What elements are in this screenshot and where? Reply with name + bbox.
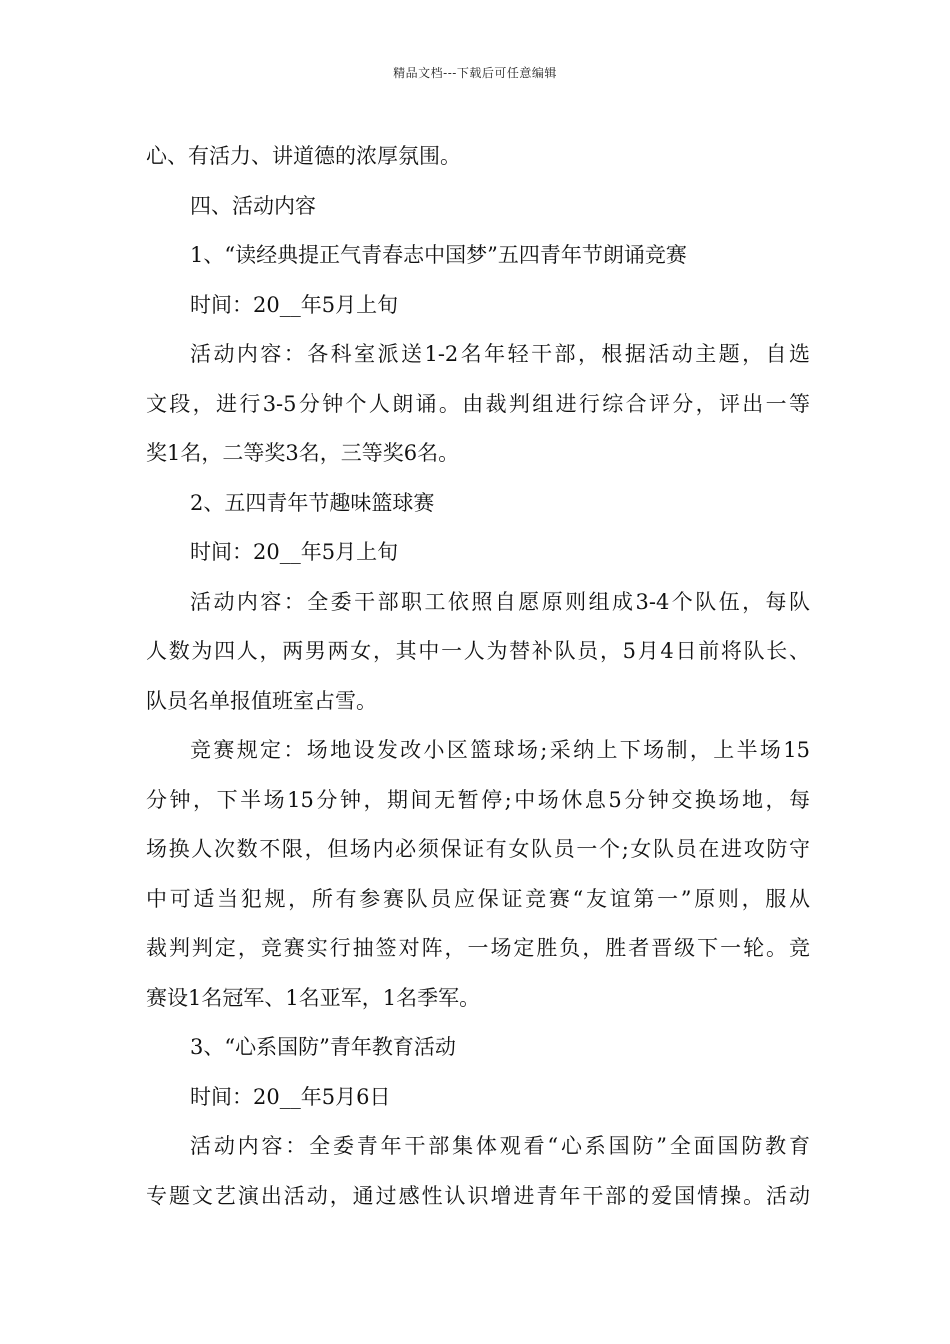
time-line: 时间：20__年5月上旬 <box>190 292 399 317</box>
paragraph-line: 活动内容：全委青年干部集体观看“心系国防”全面国防教育 <box>190 1134 810 1158</box>
time-line: 时间：20__年5月6日 <box>190 1084 391 1109</box>
paragraph-line: 奖1名，二等奖3名，三等奖6名。 <box>146 441 460 465</box>
document-body <box>146 132 810 1221</box>
paragraph-line: 队员名单报值班室占雪。 <box>146 688 377 713</box>
activity-heading: 1、“读经典提正气青春志中国梦”五四青年节朗诵竞赛 <box>190 243 687 267</box>
time-line: 时间：20__年5月上旬 <box>190 540 399 564</box>
paragraph-line: 场换人次数不限，但场内必须保证有女队员一个;女队员在进攻防守 <box>146 837 810 861</box>
paragraph-line: 活动内容：各科室派送1-2名年轻干部，根据活动主题，自选 <box>190 342 810 366</box>
paragraph-line: 专题文艺演出活动，通过感性认识增进青年干部的爱国情操。活动 <box>146 1183 810 1208</box>
paragraph-line: 中可适当犯规，所有参赛队员应保证竞赛“友谊第一”原则，服从 <box>146 886 810 911</box>
paragraph-line: 心、有活力、讲道德的浓厚氛围。 <box>146 144 461 168</box>
paragraph-line: 竞赛规定：场地设发改小区篮球场;采纳上下场制，上半场15 <box>190 738 810 762</box>
section-heading: 四、活动内容 <box>190 193 316 218</box>
paragraph-line: 赛设1名冠军、1名亚军，1名季军。 <box>146 985 481 1010</box>
paragraph-line: 裁判判定，竞赛实行抽签对阵，一场定胜负，胜者晋级下一轮。竞 <box>146 936 810 960</box>
paragraph-line: 活动内容：全委干部职工依照自愿原则组成3-4个队伍，每队 <box>190 589 810 614</box>
page-header: 精品文档---下载后可任意编辑 <box>393 66 557 80</box>
activity-heading: 3、“心系国防”青年教育活动 <box>190 1035 456 1059</box>
paragraph-line: 文段，进行3-5分钟个人朗诵。由裁判组进行综合评分，评出一等 <box>146 391 810 416</box>
paragraph-line: 人数为四人，两男两女，其中一人为替补队员，5月4日前将队长、 <box>146 639 810 663</box>
activity-heading: 2、五四青年节趣味篮球赛 <box>190 490 435 515</box>
paragraph-line: 分钟，下半场15分钟，期间无暂停;中场休息5分钟交换场地，每 <box>146 787 810 812</box>
